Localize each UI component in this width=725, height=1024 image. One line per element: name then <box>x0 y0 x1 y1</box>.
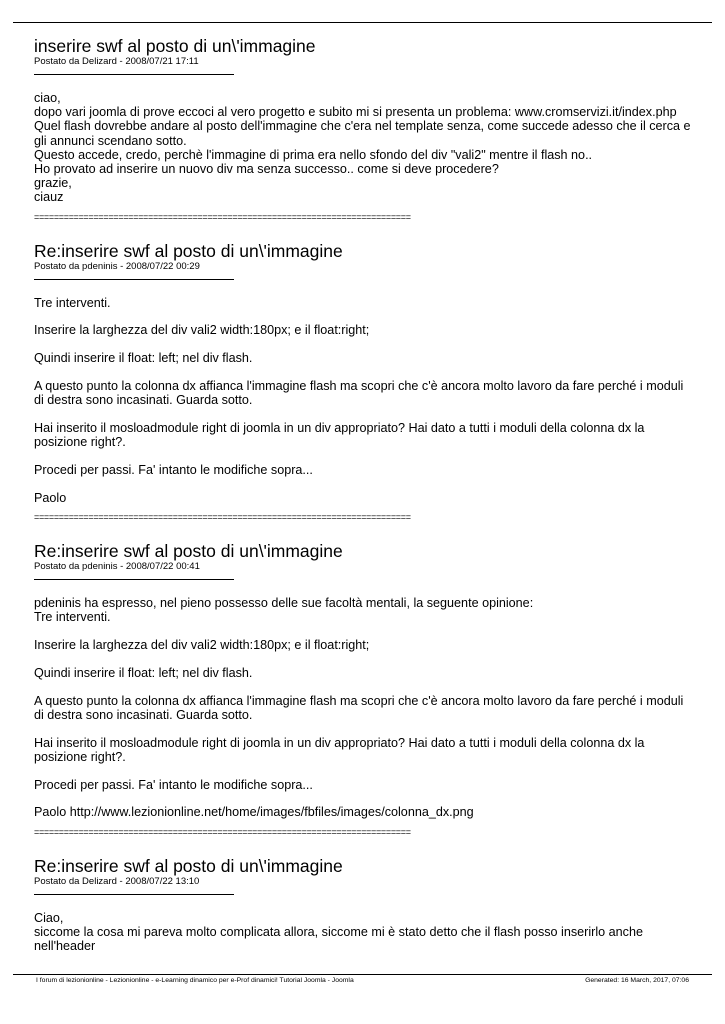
post-paragraph: Paolo <box>34 490 67 505</box>
post-paragraph: Tre interventi. <box>34 295 111 310</box>
post-separator: ============================================================================ <box>34 512 411 523</box>
footer-generated-date: Generated: 16 March, 2017, 07:06 <box>585 977 689 984</box>
post-paragraph: Quindi inserire il float: left; nel div flash. <box>34 665 253 680</box>
post-title: inserire swf al posto di un\'immagine <box>34 36 316 56</box>
post-paragraph: Ciao, siccome la cosa mi pareva molto complicata allora, siccome mi è stato detto che il flash posso inserirlo anche nell'header <box>34 910 643 954</box>
post-paragraph: Hai inserito il mosloadmodule right di joomla in un div appropriato? Hai dato a tutti i moduli della colonna dx la posizione right?. <box>34 421 645 450</box>
post-paragraph: Procedi per passi. Fa' intanto le modifiche sopra... <box>34 777 313 792</box>
post-body <box>34 91 694 205</box>
post-paragraph: Hai inserito il mosloadmodule right di joomla in un div appropriato? Hai dato a tutti i moduli della colonna dx la posizione right?. <box>34 735 645 764</box>
forum-post <box>34 36 694 222</box>
post-paragraph: pdeninis ha espresso, nel pieno possesso delle sue facoltà mentali, la seguente opinione: Tre interventi. <box>34 596 534 625</box>
post-paragraph: Quindi inserire il float: left; nel div flash. <box>34 351 253 366</box>
page-top-rule <box>13 22 712 23</box>
post-paragraph: A questo punto la colonna dx affianca l'immagine flash ma scopri che c'è ancora molto lavoro da fare perché i moduli di destra sono incasinati. Guarda sotto. <box>34 693 684 722</box>
post-separator: ============================================================================ <box>34 211 411 222</box>
page-bottom-rule <box>13 974 712 975</box>
footer-site-info: I forum di lezionionline - Lezionionline - e-Learning dinamico per e-Prof dinamici! Tutorial Joomla - Joomla <box>36 977 354 984</box>
forum-post <box>34 541 694 837</box>
post-meta: Postato da pdeninis - 2008/07/22 00:29 <box>34 260 200 272</box>
post-title-rule <box>34 279 234 280</box>
post-separator: ============================================================================ <box>34 826 411 837</box>
post-title-rule <box>34 74 234 75</box>
post-paragraph: A questo punto la colonna dx affianca l'immagine flash ma scopri che c'è ancora molto lavoro da fare perché i moduli di destra sono incasinati. Guarda sotto. <box>34 379 684 408</box>
post-meta: Postato da Delizard - 2008/07/22 13:10 <box>34 875 200 887</box>
post-paragraph: Inserire la larghezza del div vali2 width:180px; e il float:right; <box>34 638 370 653</box>
forum-thread <box>34 36 694 953</box>
post-paragraph: Paolo http://www.lezionionline.net/home/images/fbfiles/images/colonna_dx.png <box>34 805 474 820</box>
post-paragraph: Procedi per passi. Fa' intanto le modifiche sopra... <box>34 463 313 478</box>
post-title: Re:inserire swf al posto di un\'immagine <box>34 855 343 876</box>
post-title-rule <box>34 894 234 895</box>
post-title: Re:inserire swf al posto di un\'immagine <box>34 240 343 261</box>
post-meta: Postato da pdeninis - 2008/07/22 00:41 <box>34 561 200 573</box>
post-body <box>34 911 694 954</box>
post-paragraph: ciao, dopo vari joomla di prove eccoci al vero progetto e subito mi si presenta un problema: www.cromservizi.it/index.php Quel flash dovrebbe andare al posto dell'immagine che c'era nel template senza, come succede adesso che il cerca e gli annunci scendano sotto. Questo accede, credo, perchè l'immagine di prima era nello sfondo del div "vali2" mentre il flash no.. Ho provato ad inserire un nuovo div ma senza successo.. come si deve procedere? grazie, ciauz <box>34 91 691 205</box>
post-title-rule <box>34 579 234 580</box>
forum-post <box>34 856 694 954</box>
post-meta: Postato da Delizard - 2008/07/21 17:11 <box>34 56 199 67</box>
post-body <box>34 296 694 505</box>
post-body <box>34 596 694 820</box>
post-title: Re:inserire swf al posto di un\'immagine <box>34 541 343 562</box>
forum-post <box>34 241 694 522</box>
post-paragraph: Inserire la larghezza del div vali2 width:180px; e il float:right; <box>34 323 370 338</box>
